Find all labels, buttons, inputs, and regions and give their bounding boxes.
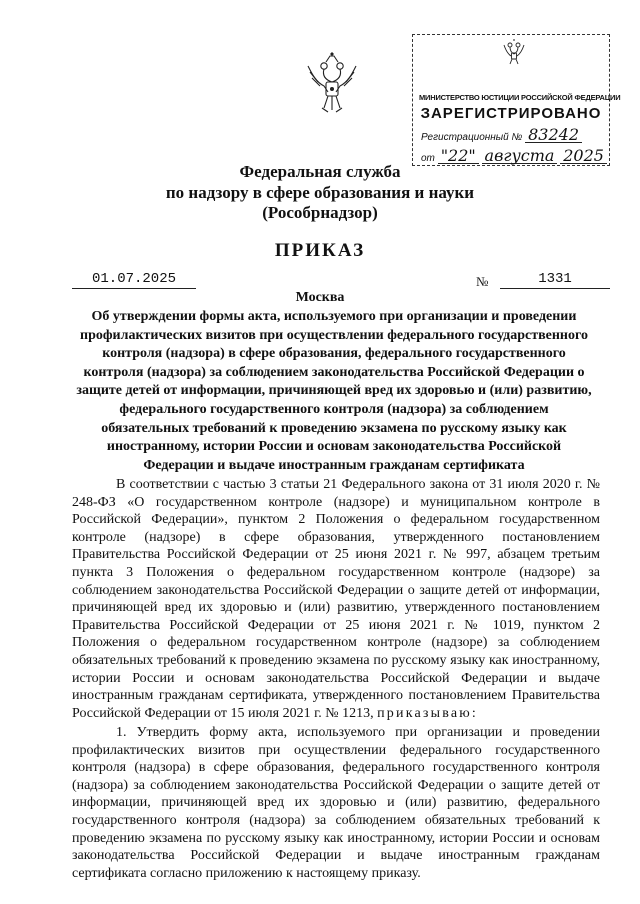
- stamp-reg-line: [421, 125, 582, 144]
- org-name-line1: Федеральная служба: [239, 162, 401, 181]
- stamp-reg-number: 83242: [525, 128, 582, 143]
- order-number: 1331: [500, 271, 610, 289]
- stamp-date-prefix: от: [421, 153, 435, 164]
- preamble-paragraph: [72, 476, 600, 722]
- stamp-eagle-icon: [502, 39, 526, 65]
- document-type-title: ПРИКАЗ: [274, 240, 366, 261]
- stamp-date-day: "22": [438, 149, 479, 164]
- org-name-line2: по надзору в сфере образования и науки: [165, 183, 475, 202]
- clause-1-paragraph: 1. Утвердить форму акта, используемого при организации и проведении профилактических визитов при осуществлении федерального государственного контроля (надзора) в сфере образования, федерального государственного контроля (надзора) за соблюдением законодательства Российской Федерации о защите детей от информации, причиняющей вред их здоровью и (или) развитию, федерального государственного контроля (надзора) за соблюдением обязательных требований к проведению экзамена по русскому языку как иностранному, истории России и основам законодательства Российской Федерации и выдаче иностранным гражданам сертификата согласно приложению к настоящему приказу.: [72, 725, 600, 881]
- stamp-status: ЗАРЕГИСТРИРОВАНО: [420, 105, 602, 122]
- order-number-label: №: [476, 274, 489, 289]
- preamble-text: В соответствии с частью 3 статьи 21 Федерального закона от 31 июля 2020 г. № 248-ФЗ «О государственном контроле (надзоре) и муниципальном контроле в Российской Федерации», пунктом 2 Положения о федеральном государственном контроле (надзоре) в сфере образования, утвержденного постановлением Правительства Российской Федерации от 25 июня 2021 г. № 997, абзацем третьим пункта 3 Положения о федеральном государственном контроле (надзоре) за соблюдением законодательства Российской Федерации о защите детей от информации, причиняющей вред их здоровью и (или) развитию, утвержденного постановлением Правительства Российской Федерации от 25 июня 2021 г. № 1019, пунктом 2 Положения о федеральном государственном контроле (надзоре) за соблюдением обязательных требований к проведению экзамена по русскому языку как иностранному, истории России и основам законодательства Российской Федерации и выдаче иностранным гражданам сертификата, утвержденного постановлением Правительства Российской Федерации от 15 июля 2021 г. № 1213,: [72, 477, 600, 721]
- order-subject: Об утверждении формы акта, используемого при организации и проведении профилактических визитов при осуществлении федерального государственного контроля (надзора) в сфере образования, федерального государственного контроля (надзора) за соблюдением законодательства Российской Федерации о защите детей от информации, причиняющей вред их здоровью и (или) развитию, федерального государственного контроля (надзора) за соблюдением обязательных требований к проведению экзамена по русскому языку как иностранному, истории России и основам законодательства Российской Федерации и выдаче иностранным гражданам сертификата: [76, 309, 592, 473]
- city-name: Москва: [295, 290, 345, 305]
- stamp-date-year: 2025: [560, 149, 607, 164]
- order-date: 01.07.2025: [72, 271, 196, 289]
- org-name-line3: (Рособрнадзор): [262, 203, 378, 222]
- stamp-ministry-name: МИНИСТЕРСТВО ЮСТИЦИИ РОССИЙСКОЙ ФЕДЕРАЦИИ: [419, 93, 621, 102]
- coat-of-arms-icon: [304, 52, 360, 114]
- stamp-date-month: августа: [482, 149, 558, 164]
- registration-stamp: [412, 34, 621, 166]
- order-word: приказываю:: [377, 705, 479, 721]
- stamp-reg-label: Регистрационный №: [421, 132, 523, 143]
